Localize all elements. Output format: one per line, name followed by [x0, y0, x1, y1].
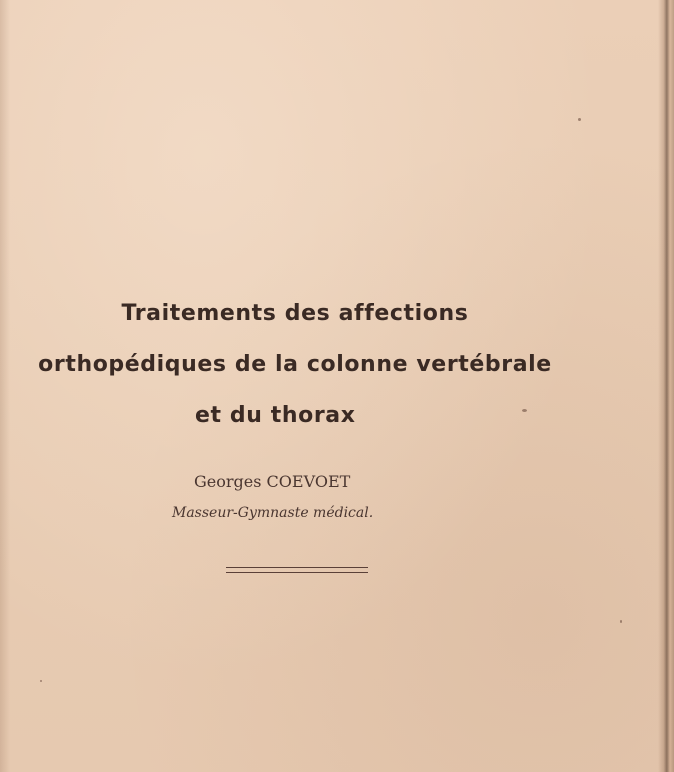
title-line-1: Traitements des affections	[121, 301, 469, 326]
title-block	[0, 288, 590, 441]
paper-speck	[620, 620, 622, 623]
paper-speck	[522, 409, 527, 412]
page-binding-edge	[658, 0, 674, 772]
paper-speck	[578, 118, 581, 121]
title-line-3: et du thorax	[195, 403, 356, 428]
author-role: Masseur-Gymnaste médical.	[172, 505, 374, 521]
author-name: Georges COEVOET	[194, 472, 351, 491]
title-line-2: orthopédiques de la colonne vertébrale	[38, 352, 552, 377]
double-rule-divider	[226, 567, 368, 573]
paper-speck	[40, 680, 42, 682]
